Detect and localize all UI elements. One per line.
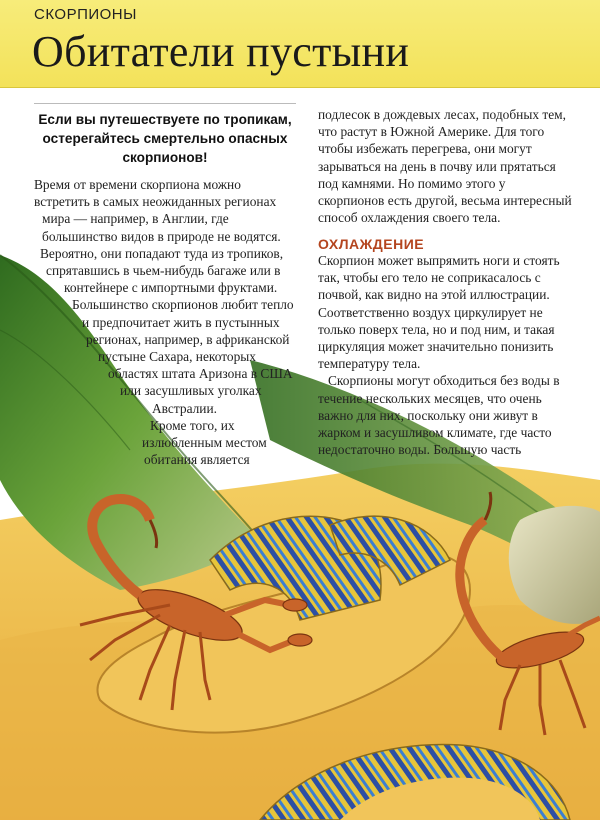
body-line: способ охлаждения своего тела. <box>318 210 501 226</box>
body-line: циркуляция может значительно понизить <box>318 339 554 355</box>
body-line: скорпионов есть другой, весьма интересный <box>318 193 572 209</box>
body-line: большинство видов в природе не водятся. <box>42 228 281 244</box>
body-line: Вероятно, они попадают туда из тропиков, <box>40 245 284 261</box>
body-line: важно для них, поскольку они живут в <box>318 407 538 423</box>
body-line: зарываться на день в почву или прятаться <box>318 158 556 174</box>
page-title: Обитатели пустыни <box>32 27 410 76</box>
right-column-bottom <box>318 252 588 458</box>
body-line: под камнями. Но помимо этого у <box>318 175 506 191</box>
body-line: так, чтобы его тело не соприкасалось с <box>318 270 541 286</box>
body-line: обитания является <box>144 452 250 468</box>
lead-line: остерегайтесь смертельно опасных <box>42 131 288 146</box>
body-line: спрятавшись в чьем-нибудь багаже или в <box>46 263 281 279</box>
body-line: течение нескольких месяцев, что очень <box>318 390 542 406</box>
lead-line: скорпионов! <box>122 150 208 165</box>
body-line: недостаточно воды. Большую часть <box>318 442 522 458</box>
lead-line: Если вы путешествуете по тропикам, <box>38 112 292 127</box>
lead-paragraph <box>34 110 296 167</box>
body-line: пустыне Сахара, некоторых <box>98 349 256 365</box>
body-line: Время от времени скорпиона можно <box>34 177 241 192</box>
section-heading-cooling: ОХЛАЖДЕНИЕ <box>318 236 425 252</box>
body-line: что растут в Южной Америке. Для того <box>318 124 545 140</box>
body-line: подлесок в дождевых лесах, подобных тем, <box>318 107 566 122</box>
body-line: Соответственно воздух циркулирует не <box>318 304 543 320</box>
body-line: встретить в самых неожиданных регионах <box>34 194 277 210</box>
body-line: мира — например, в Англии, где <box>42 211 229 227</box>
body-line: регионах, например, в африканской <box>86 331 290 347</box>
body-line: Скорпионы могут обходиться без воды в <box>328 373 560 389</box>
body-line: или засушливых уголках <box>120 383 262 399</box>
body-line: Кроме того, их <box>150 417 235 433</box>
left-column <box>34 176 304 468</box>
body-line: почвой, как видно на этой иллюстрации. <box>318 287 550 303</box>
body-line: контейнере с импортными фруктами. <box>64 280 278 296</box>
body-line: излюбленным местом <box>142 435 267 451</box>
right-column-top <box>318 106 580 226</box>
body-line: жарком и засушливом климате, где часто <box>318 425 552 441</box>
section-label: СКОРПИОНЫ <box>34 6 137 23</box>
body-line: Большинство скорпионов любит тепло <box>72 297 294 313</box>
lead-divider <box>34 103 296 104</box>
body-line: температуру тела. <box>318 356 421 372</box>
body-line: чтобы избежать перегрева, они могут <box>318 141 532 157</box>
body-line: и предпочитает жить в пустынных <box>82 314 280 330</box>
body-line: Скорпион может выпрямить ноги и стоять <box>318 253 560 268</box>
body-line: только поверх тела, но и под ним, и такая <box>318 321 555 337</box>
body-line: областях штата Аризона в США <box>108 366 293 382</box>
body-line: Австралии. <box>152 400 217 416</box>
